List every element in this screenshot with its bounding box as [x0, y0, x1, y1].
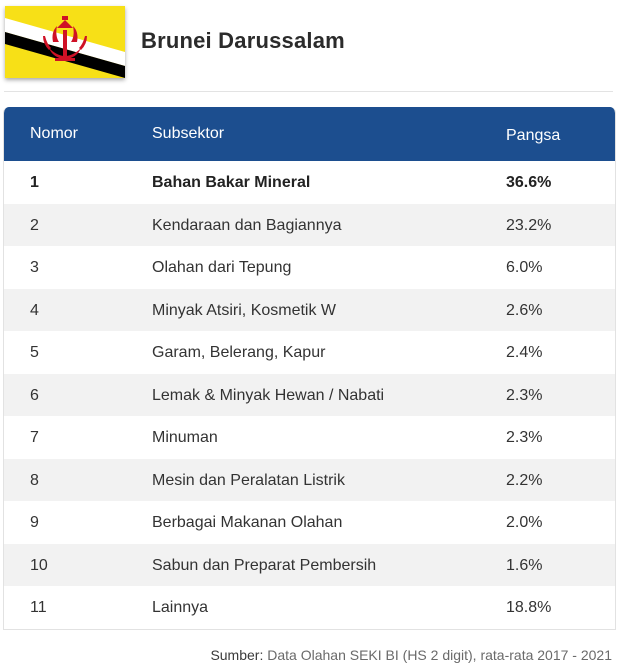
cell-nomor: 4 [30, 301, 39, 319]
cell-subsektor: Garam, Belerang, Kapur [152, 344, 326, 361]
cell-nomor: 1 [30, 174, 39, 191]
cell-pangsa: 2.3% [506, 386, 543, 404]
table-row [4, 161, 615, 204]
cell-nomor: 5 [30, 344, 39, 361]
source-text: Data Olahan SEKI BI (HS 2 digit), rata-rata 2017 - 2021 [263, 647, 612, 663]
table-row [4, 459, 615, 502]
column-header-nomor: Nomor [30, 125, 79, 142]
table-row [4, 246, 615, 289]
table-row [4, 289, 615, 332]
cell-subsektor: Mesin dan Peralatan Listrik [152, 471, 345, 489]
cell-pangsa: 23.2% [506, 216, 552, 234]
cell-subsektor: Olahan dari Tepung [152, 259, 292, 276]
cell-subsektor: Bahan Bakar Mineral [152, 174, 311, 191]
cell-nomor: 7 [30, 429, 39, 446]
cell-pangsa: 2.2% [506, 471, 543, 489]
cell-nomor: 11 [30, 599, 47, 616]
cell-pangsa: 2.0% [506, 514, 543, 531]
table-row [4, 544, 615, 587]
source-note [210, 647, 612, 663]
cell-subsektor: Lainnya [152, 599, 209, 616]
cell-subsektor: Kendaraan dan Bagiannya [152, 216, 342, 234]
cell-nomor: 10 [30, 556, 48, 574]
cell-pangsa: 36.6% [506, 174, 552, 191]
cell-pangsa: 2.4% [506, 344, 543, 361]
cell-subsektor: Lemak & Minyak Hewan / Nabati [152, 386, 385, 404]
column-header-pangsa: Pangsa [506, 127, 561, 144]
source-label: Sumber: [210, 647, 264, 663]
cell-pangsa: 1.6% [506, 556, 543, 574]
table-row [4, 204, 615, 247]
table-row [4, 374, 615, 417]
cell-nomor: 8 [30, 471, 39, 489]
cell-subsektor: Minuman [152, 429, 218, 446]
divider [4, 91, 613, 92]
cell-pangsa: 2.6% [506, 301, 543, 319]
page-title: Brunei Darussalam [141, 28, 345, 53]
table-row [4, 501, 615, 544]
cell-pangsa: 6.0% [506, 259, 543, 276]
column-header-subsektor: Subsektor [152, 125, 225, 142]
table-row [4, 331, 615, 374]
cell-pangsa: 18.8% [506, 599, 552, 616]
table-row [4, 586, 615, 629]
cell-nomor: 6 [30, 386, 39, 404]
cell-subsektor: Sabun dan Preparat Pembersih [152, 556, 377, 574]
table-row [4, 416, 615, 459]
cell-nomor: 2 [30, 216, 39, 234]
table-body [4, 161, 615, 629]
cell-nomor: 3 [30, 259, 39, 276]
page-header [0, 0, 621, 92]
cell-nomor: 9 [30, 514, 39, 531]
brunei-flag-icon [5, 6, 125, 78]
table-header [4, 107, 615, 161]
subsector-table [3, 107, 616, 630]
cell-pangsa: 2.3% [506, 429, 543, 446]
cell-subsektor: Berbagai Makanan Olahan [152, 514, 343, 531]
cell-subsektor: Minyak Atsiri, Kosmetik W [152, 301, 337, 319]
